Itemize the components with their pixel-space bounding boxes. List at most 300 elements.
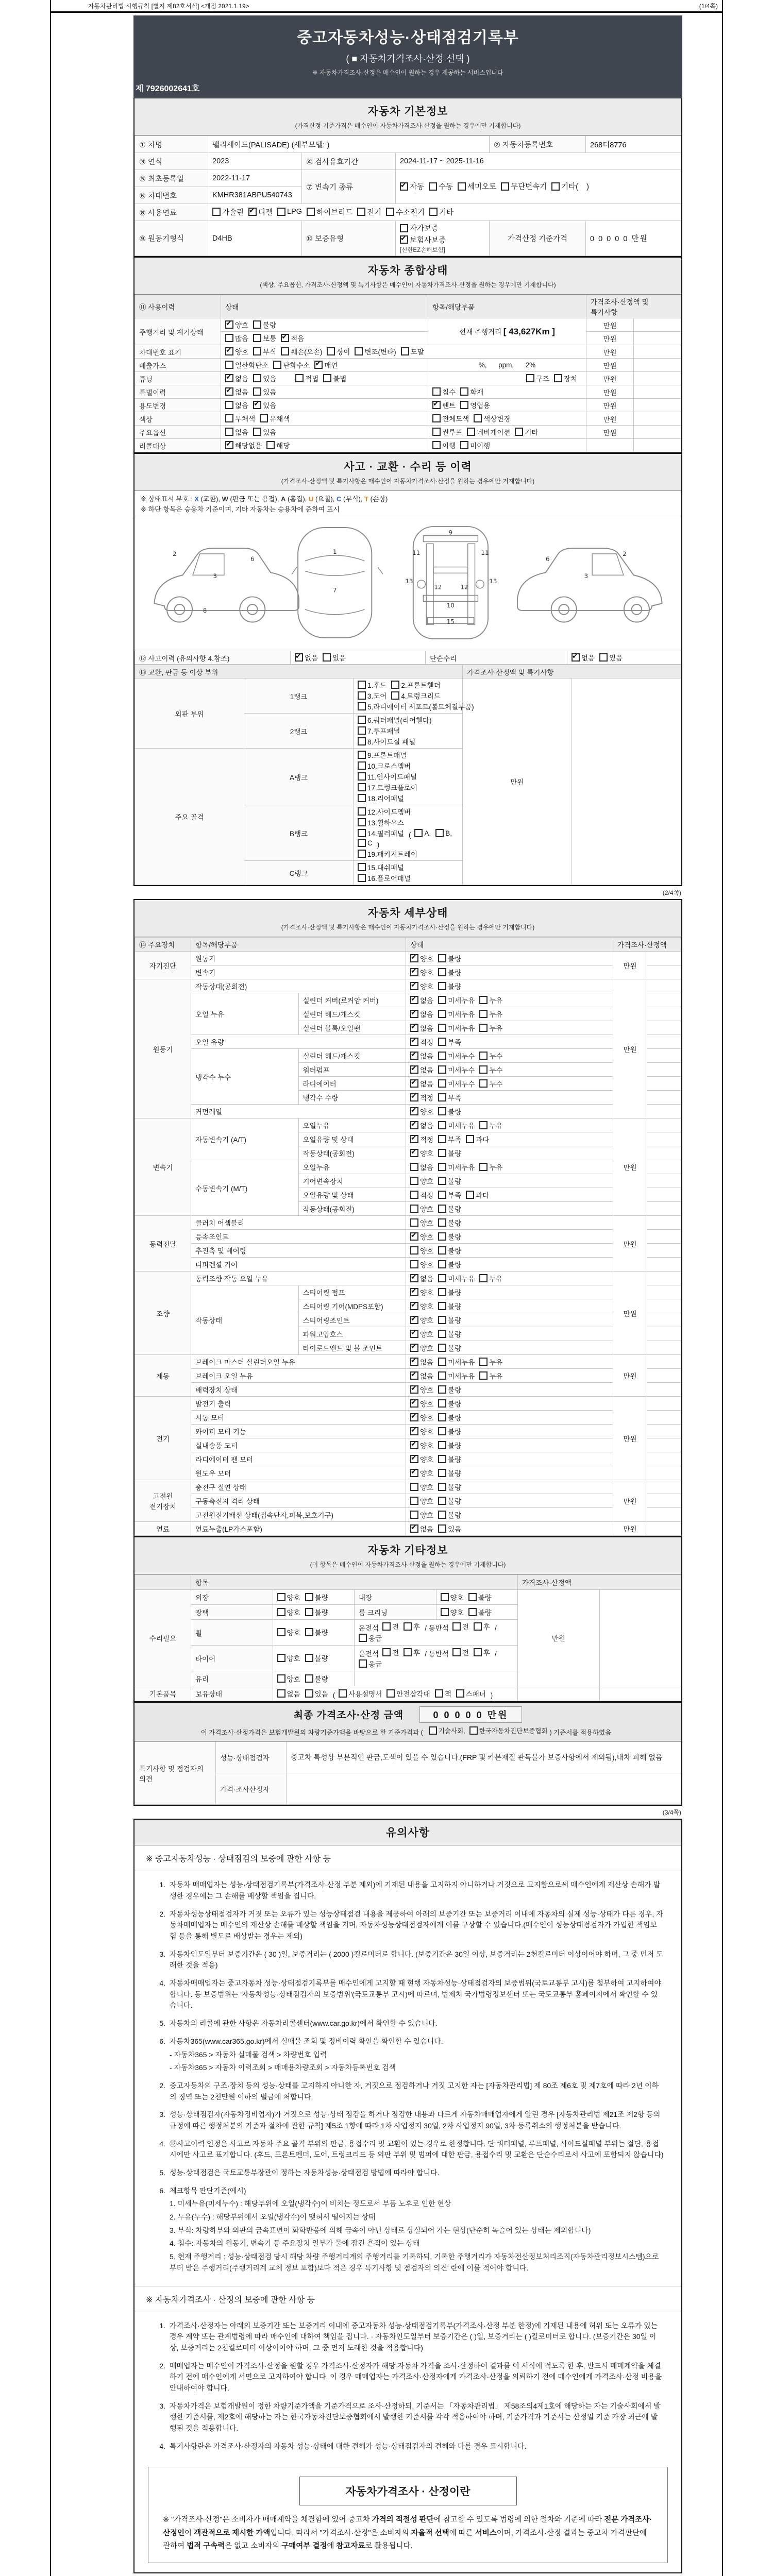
empty-box-icon[interactable]	[260, 414, 268, 422]
checkbox-양호[interactable]: 양호	[410, 1245, 433, 1256]
checkbox-있음[interactable]: 있음	[253, 373, 276, 383]
empty-box-icon[interactable]	[359, 1659, 367, 1668]
checkbox-양호[interactable]: ✔ 양호	[410, 1148, 433, 1158]
checkbox-누유[interactable]: 누유	[479, 1023, 502, 1033]
checked-box-icon[interactable]	[400, 235, 408, 244]
checkbox-없음[interactable]: ✔ 없음	[572, 652, 595, 663]
checkbox-있음[interactable]: ✔ 있음	[253, 400, 276, 410]
checkbox-없음[interactable]: ✔ 없음	[410, 1050, 433, 1061]
checkbox-미세누유[interactable]: 미세누유	[438, 1370, 475, 1381]
empty-box-icon[interactable]	[253, 334, 261, 342]
checked-box-icon[interactable]	[410, 1344, 418, 1352]
empty-box-icon[interactable]	[253, 347, 261, 355]
empty-box-icon[interactable]	[358, 737, 366, 745]
checkbox-불량[interactable]: 불량	[438, 1384, 461, 1395]
empty-box-icon[interactable]	[438, 1218, 446, 1227]
checkbox-없음[interactable]: 없음	[277, 1688, 300, 1699]
empty-box-icon[interactable]	[438, 1497, 446, 1505]
empty-box-icon[interactable]	[468, 1608, 477, 1616]
checkbox-없음[interactable]: ✔ 없음	[295, 652, 318, 663]
checkbox-18.리어패널[interactable]: 18.리어패널	[358, 793, 404, 803]
empty-box-icon[interactable]	[479, 1358, 488, 1366]
empty-box-icon[interactable]	[305, 1608, 313, 1616]
checkbox-부족[interactable]: 부족	[438, 1134, 461, 1144]
checkbox-양호[interactable]: 양호	[410, 1204, 433, 1214]
checkbox-무채색[interactable]: 무채색	[225, 413, 255, 423]
empty-box-icon[interactable]	[358, 850, 366, 858]
checkbox-부식[interactable]: 부식	[253, 346, 276, 357]
checkbox-색상변경[interactable]: 색상변경	[474, 413, 510, 423]
checkbox-미세누유[interactable]: 미세누유	[438, 1120, 475, 1130]
checkbox-수동[interactable]: 수동	[429, 181, 453, 192]
empty-box-icon[interactable]	[438, 1330, 446, 1338]
checkbox-양호[interactable]: 양호	[410, 1510, 433, 1520]
checkbox-적법[interactable]: 적법	[295, 373, 318, 383]
checkbox-있음[interactable]: 있음	[253, 386, 276, 397]
empty-box-icon[interactable]	[460, 387, 468, 396]
checkbox-양호[interactable]: 양호	[277, 1592, 300, 1602]
empty-box-icon[interactable]	[438, 1385, 446, 1394]
checkbox-불량[interactable]: 불량	[438, 1315, 461, 1325]
checkbox-4.트렁크리드[interactable]: 4.트렁크리드	[391, 690, 440, 701]
empty-box-icon[interactable]	[358, 794, 366, 802]
checked-box-icon[interactable]	[410, 1371, 418, 1380]
empty-box-icon[interactable]	[458, 182, 466, 191]
checkbox-미세누유[interactable]: 미세누유	[438, 1162, 475, 1172]
checkbox-1.후드[interactable]: 1.후드	[358, 680, 386, 690]
checkbox-불량[interactable]: 불량	[468, 1607, 492, 1617]
empty-box-icon[interactable]	[438, 1427, 446, 1435]
checkbox-누유[interactable]: 누유	[479, 1273, 502, 1283]
empty-box-icon[interactable]	[277, 1593, 285, 1601]
checked-box-icon[interactable]	[410, 1065, 418, 1074]
empty-box-icon[interactable]	[295, 374, 304, 382]
empty-box-icon[interactable]	[460, 441, 468, 449]
checkbox-전체도색[interactable]: 전체도색	[432, 413, 469, 423]
checkbox-썬루프[interactable]: 썬루프	[432, 427, 462, 437]
empty-box-icon[interactable]	[469, 1726, 478, 1735]
checked-box-icon[interactable]	[410, 1107, 418, 1115]
empty-box-icon[interactable]	[438, 1511, 446, 1519]
checkbox-양호[interactable]: ✔ 양호	[410, 1426, 433, 1436]
empty-box-icon[interactable]	[466, 1191, 474, 1199]
empty-box-icon[interactable]	[225, 334, 233, 342]
empty-box-icon[interactable]	[277, 1654, 285, 1662]
checked-box-icon[interactable]	[253, 401, 261, 409]
checkbox-8.사이드실 패널[interactable]: 8.사이드실 패널	[358, 736, 415, 747]
empty-box-icon[interactable]	[441, 1608, 449, 1616]
empty-box-icon[interactable]	[438, 1205, 446, 1213]
empty-box-icon[interactable]	[551, 182, 560, 191]
empty-box-icon[interactable]	[441, 1593, 449, 1601]
empty-box-icon[interactable]	[438, 1135, 446, 1143]
empty-box-icon[interactable]	[358, 807, 366, 816]
empty-box-icon[interactable]	[474, 1648, 482, 1656]
checkbox-상이[interactable]: 상이	[327, 346, 350, 357]
checkbox-불량[interactable]: 불량	[438, 1510, 461, 1520]
checkbox-누유[interactable]: 누유	[479, 1370, 502, 1381]
checkbox-보험사보증[interactable]: ✔ 보험사보증	[400, 234, 446, 245]
empty-box-icon[interactable]	[438, 1302, 446, 1310]
empty-box-icon[interactable]	[266, 441, 275, 449]
checkbox-미이행[interactable]: 미이행	[460, 440, 490, 450]
empty-box-icon[interactable]	[253, 320, 261, 329]
checkbox-부족[interactable]: 부족	[438, 1092, 461, 1103]
checkbox-미세누유[interactable]: 미세누유	[438, 995, 475, 1005]
checkbox-불량[interactable]: 불량	[438, 1454, 461, 1464]
empty-box-icon[interactable]	[401, 347, 409, 355]
checkbox-자동[interactable]: ✔ 자동	[400, 181, 424, 192]
empty-box-icon[interactable]	[358, 751, 366, 759]
checkbox-없음[interactable]: ✔ 없음	[410, 995, 433, 1005]
checkbox-19.패키지트레이[interactable]: 19.패키지트레이	[358, 849, 417, 859]
empty-box-icon[interactable]	[468, 1593, 477, 1601]
checked-box-icon[interactable]	[225, 374, 233, 382]
empty-box-icon[interactable]	[432, 441, 441, 449]
empty-box-icon[interactable]	[410, 1246, 418, 1255]
checkbox-양호[interactable]: ✔ 양호	[410, 1301, 433, 1311]
empty-box-icon[interactable]	[358, 783, 366, 791]
checkbox-불량[interactable]: 불량	[253, 319, 276, 330]
empty-box-icon[interactable]	[479, 1079, 488, 1088]
empty-box-icon[interactable]	[410, 1191, 418, 1199]
checkbox-전기[interactable]: 전기	[357, 207, 381, 217]
empty-box-icon[interactable]	[410, 1511, 418, 1519]
checkbox-양호[interactable]: 양호	[410, 1217, 433, 1228]
checkbox-15.대쉬패널[interactable]: 15.대쉬패널	[358, 862, 404, 872]
checkbox-없음[interactable]: ✔ 없음	[225, 386, 248, 397]
empty-box-icon[interactable]	[438, 996, 446, 1004]
empty-box-icon[interactable]	[438, 1288, 446, 1296]
checked-box-icon[interactable]	[410, 1316, 418, 1324]
checkbox-한국자동차진단보증협회[interactable]: 한국자동차진단보증협회	[469, 1726, 548, 1735]
empty-box-icon[interactable]	[410, 1218, 418, 1227]
checkbox-11.인사이드패널[interactable]: 11.인사이드패널	[358, 771, 417, 782]
empty-box-icon[interactable]	[323, 374, 331, 382]
empty-box-icon[interactable]	[305, 1593, 313, 1601]
checkbox-후[interactable]: 후	[404, 1647, 420, 1657]
checkbox-미세누유[interactable]: 미세누유	[438, 1009, 475, 1019]
checkbox-불량[interactable]: 불량	[438, 1440, 461, 1450]
checkbox-기타[interactable]: 기타	[429, 207, 453, 217]
checkbox-2.프론트휀더[interactable]: 2.프론트휀더	[391, 680, 440, 690]
empty-box-icon[interactable]	[339, 1689, 347, 1698]
checkbox-불량[interactable]: 불량	[438, 1204, 461, 1214]
checkbox-양호[interactable]: ✔ 양호	[410, 953, 433, 963]
empty-box-icon[interactable]	[460, 401, 468, 409]
checkbox-적음[interactable]: ✔ 적음	[281, 333, 304, 343]
checked-box-icon[interactable]	[410, 1079, 418, 1088]
checkbox-양호[interactable]: ✔ 양호	[410, 1329, 433, 1339]
checked-box-icon[interactable]	[410, 1093, 418, 1101]
empty-box-icon[interactable]	[438, 982, 446, 990]
checked-box-icon[interactable]	[225, 387, 233, 396]
checkbox-9.프론트패널[interactable]: 9.프론트패널	[358, 750, 407, 760]
checkbox-불법[interactable]: 불법	[323, 373, 346, 383]
checkbox-불량[interactable]: 불량	[438, 1106, 461, 1116]
empty-box-icon[interactable]	[358, 716, 366, 724]
empty-box-icon[interactable]	[358, 863, 366, 871]
checked-box-icon[interactable]	[410, 1121, 418, 1129]
empty-box-icon[interactable]	[438, 954, 446, 962]
empty-box-icon[interactable]	[400, 224, 408, 232]
checkbox-불량[interactable]: 불량	[438, 953, 461, 963]
empty-box-icon[interactable]	[479, 1010, 488, 1018]
checked-box-icon[interactable]	[410, 954, 418, 962]
checkbox-없음[interactable]: ✔ 없음	[410, 1370, 433, 1381]
checked-box-icon[interactable]	[410, 1413, 418, 1421]
checkbox-B,[interactable]: B,	[435, 829, 452, 837]
empty-box-icon[interactable]	[479, 1371, 488, 1380]
checkbox-가솔린[interactable]: 가솔린	[212, 207, 244, 217]
checkbox-없음[interactable]: ✔ 없음	[410, 1523, 433, 1534]
empty-box-icon[interactable]	[438, 1079, 446, 1088]
empty-box-icon[interactable]	[410, 1205, 418, 1213]
checkbox-후[interactable]: 후	[404, 1621, 420, 1632]
checkbox-불량[interactable]: 불량	[438, 1217, 461, 1228]
empty-box-icon[interactable]	[438, 1232, 446, 1241]
empty-box-icon[interactable]	[515, 428, 523, 436]
checkbox-누유[interactable]: 누유	[479, 1120, 502, 1130]
empty-box-icon[interactable]	[479, 1163, 488, 1171]
empty-box-icon[interactable]	[358, 839, 366, 847]
checkbox-불량[interactable]: 불량	[438, 1148, 461, 1158]
checkbox-세미오토[interactable]: 세미오토	[458, 181, 496, 192]
checkbox-불량[interactable]: 불량	[305, 1627, 328, 1637]
checkbox-불량[interactable]: 불량	[438, 1176, 461, 1186]
checkbox-응급[interactable]: 응급	[359, 1658, 382, 1669]
empty-box-icon[interactable]	[355, 347, 363, 355]
empty-box-icon[interactable]	[327, 347, 335, 355]
checkbox-없음[interactable]: 없음	[225, 400, 248, 410]
checkbox-양호[interactable]: 양호	[277, 1607, 300, 1617]
checked-box-icon[interactable]	[410, 1330, 418, 1338]
empty-box-icon[interactable]	[438, 1524, 446, 1533]
checkbox-이행[interactable]: 이행	[432, 440, 456, 450]
checkbox-미세누유[interactable]: 미세누유	[438, 1357, 475, 1367]
checkbox-기술사회,[interactable]: 기술사회,	[429, 1726, 465, 1735]
checkbox-양호[interactable]: ✔ 양호	[410, 1231, 433, 1242]
empty-box-icon[interactable]	[429, 1726, 437, 1735]
empty-box-icon[interactable]	[212, 208, 221, 216]
checked-box-icon[interactable]	[410, 1288, 418, 1296]
checked-box-icon[interactable]	[410, 1038, 418, 1046]
checked-box-icon[interactable]	[400, 182, 408, 191]
checkbox-양호[interactable]: ✔ 양호	[410, 1315, 433, 1325]
checkbox-없음[interactable]: ✔ 없음	[410, 1009, 433, 1019]
checkbox-사용설명서[interactable]: 사용설명서	[339, 1688, 382, 1699]
checkbox-6.쿼터패널(리어휀다)[interactable]: 6.쿼터패널(리어휀다)	[358, 715, 432, 725]
checked-box-icon[interactable]	[410, 1385, 418, 1394]
checkbox-해당없음[interactable]: ✔ 해당없음	[225, 440, 262, 450]
checkbox-A,[interactable]: A,	[414, 829, 431, 837]
empty-box-icon[interactable]	[438, 1093, 446, 1101]
checkbox-많음[interactable]: 많음	[225, 333, 248, 343]
checkbox-미세누유[interactable]: 미세누유	[438, 1273, 475, 1283]
empty-box-icon[interactable]	[305, 1654, 313, 1662]
empty-box-icon[interactable]	[358, 761, 366, 770]
checked-box-icon[interactable]	[410, 968, 418, 976]
checkbox-기타( )[interactable]: 기타( )	[551, 181, 589, 192]
empty-box-icon[interactable]	[438, 1024, 446, 1032]
empty-box-icon[interactable]	[438, 1107, 446, 1115]
empty-box-icon[interactable]	[432, 428, 441, 436]
checkbox-누유[interactable]: 누유	[479, 1357, 502, 1367]
empty-box-icon[interactable]	[358, 818, 366, 826]
checkbox-안전삼각대[interactable]: 안전삼각대	[386, 1688, 430, 1699]
checked-box-icon[interactable]	[410, 1427, 418, 1435]
checkbox-누유[interactable]: 누유	[479, 1009, 502, 1019]
empty-box-icon[interactable]	[358, 829, 366, 837]
checkbox-불량[interactable]: 불량	[438, 1468, 461, 1478]
empty-box-icon[interactable]	[438, 1191, 446, 1199]
empty-box-icon[interactable]	[358, 726, 366, 735]
checkbox-양호[interactable]: ✔ 양호	[410, 1454, 433, 1464]
empty-box-icon[interactable]	[438, 1246, 446, 1255]
empty-box-icon[interactable]	[358, 691, 366, 700]
checkbox-불량[interactable]: 불량	[438, 981, 461, 991]
checkbox-5.라디에이터 서포트(볼트체결부품)[interactable]: 5.라디에이터 서포트(볼트체결부품)	[358, 701, 474, 711]
checkbox-부족[interactable]: 부족	[438, 1190, 461, 1200]
checkbox-양호[interactable]: ✔ 양호	[410, 1398, 433, 1409]
checked-box-icon[interactable]	[410, 1135, 418, 1143]
checkbox-양호[interactable]: 양호	[410, 1496, 433, 1506]
checkbox-7.루프패널[interactable]: 7.루프패널	[358, 725, 400, 736]
checkbox-양호[interactable]: 양호	[410, 1176, 433, 1186]
checked-box-icon[interactable]	[410, 1441, 418, 1449]
checkbox-전[interactable]: 전	[382, 1647, 399, 1657]
checkbox-미세누수[interactable]: 미세누수	[438, 1050, 475, 1061]
checkbox-적정[interactable]: ✔ 적정	[410, 1134, 433, 1144]
checkbox-14.필러패널[interactable]: 14.필러패널	[358, 828, 404, 838]
checked-box-icon[interactable]	[225, 441, 233, 449]
empty-box-icon[interactable]	[438, 1163, 446, 1171]
checkbox-양호[interactable]: ✔ 양호	[410, 1287, 433, 1297]
checkbox-없음[interactable]: 없음	[410, 1162, 433, 1172]
checkbox-일산화탄소[interactable]: 일산화탄소	[225, 360, 268, 370]
checkbox-불량[interactable]: 불량	[438, 1245, 461, 1256]
empty-box-icon[interactable]	[438, 1260, 446, 1268]
empty-box-icon[interactable]	[438, 1274, 446, 1282]
checkbox-응급[interactable]: 응급	[359, 1633, 382, 1643]
empty-box-icon[interactable]	[438, 1149, 446, 1157]
checked-box-icon[interactable]	[295, 653, 303, 662]
empty-box-icon[interactable]	[358, 772, 366, 781]
checkbox-양호[interactable]: 양호	[277, 1627, 300, 1637]
empty-box-icon[interactable]	[479, 1065, 488, 1074]
checked-box-icon[interactable]	[314, 361, 323, 369]
empty-box-icon[interactable]	[438, 1316, 446, 1324]
empty-box-icon[interactable]	[438, 1469, 446, 1477]
checkbox-양호[interactable]: ✔ 양호	[410, 1468, 433, 1478]
empty-box-icon[interactable]	[386, 208, 394, 216]
checkbox-과다[interactable]: 과다	[466, 1134, 489, 1144]
checked-box-icon[interactable]	[225, 347, 233, 355]
checkbox-변조(변타)[interactable]: 변조(변타)	[355, 346, 396, 357]
checkbox-양호[interactable]: 양호	[410, 1259, 433, 1269]
empty-box-icon[interactable]	[323, 653, 331, 662]
checkbox-화재[interactable]: 화재	[460, 386, 483, 397]
empty-box-icon[interactable]	[410, 1497, 418, 1505]
checkbox-불량[interactable]: 불량	[305, 1673, 328, 1684]
checkbox-미세누수[interactable]: 미세누수	[438, 1078, 475, 1089]
checked-box-icon[interactable]	[410, 1358, 418, 1366]
checkbox-양호[interactable]: 양호	[410, 1482, 433, 1492]
checkbox-도말[interactable]: 도말	[401, 346, 424, 357]
empty-box-icon[interactable]	[554, 374, 562, 382]
checked-box-icon[interactable]	[410, 1232, 418, 1241]
checkbox-미세누유[interactable]: 미세누유	[438, 1023, 475, 1033]
checkbox-하이브리드[interactable]: 하이브리드	[307, 207, 352, 217]
checkbox-불량[interactable]: 불량	[438, 967, 461, 977]
checked-box-icon[interactable]	[432, 401, 441, 409]
checkbox-C[interactable]: C	[358, 839, 373, 847]
empty-box-icon[interactable]	[456, 1689, 464, 1698]
empty-box-icon[interactable]	[305, 1689, 313, 1698]
checkbox-양호[interactable]: 양호	[441, 1607, 464, 1617]
checkbox-양호[interactable]: ✔ 양호	[410, 981, 433, 991]
empty-box-icon[interactable]	[474, 414, 482, 422]
checked-box-icon[interactable]	[410, 1052, 418, 1060]
checked-box-icon[interactable]	[572, 653, 580, 662]
empty-box-icon[interactable]	[479, 1274, 488, 1282]
empty-box-icon[interactable]	[410, 1177, 418, 1185]
checkbox-불량[interactable]: 불량	[438, 1398, 461, 1409]
empty-box-icon[interactable]	[359, 1634, 367, 1642]
checkbox-불량[interactable]: 불량	[438, 1301, 461, 1311]
checkbox-불량[interactable]: 불량	[438, 1426, 461, 1436]
checkbox-있음[interactable]: 있음	[438, 1523, 461, 1534]
empty-box-icon[interactable]	[435, 1689, 443, 1698]
checkbox-없음[interactable]: ✔ 없음	[410, 1273, 433, 1283]
empty-box-icon[interactable]	[253, 428, 261, 436]
empty-box-icon[interactable]	[438, 1413, 446, 1421]
empty-box-icon[interactable]	[410, 1163, 418, 1171]
checkbox-없음[interactable]: ✔ 없음	[410, 1357, 433, 1367]
empty-box-icon[interactable]	[253, 387, 261, 396]
empty-box-icon[interactable]	[479, 1024, 488, 1032]
checkbox-불량[interactable]: 불량	[438, 1343, 461, 1353]
checkbox-10.크로스멤버[interactable]: 10.크로스멤버	[358, 760, 411, 771]
empty-box-icon[interactable]	[404, 1648, 412, 1656]
empty-box-icon[interactable]	[391, 691, 399, 700]
checkbox-불량[interactable]: 불량	[438, 1231, 461, 1242]
checkbox-과다[interactable]: 과다	[466, 1190, 489, 1200]
empty-box-icon[interactable]	[225, 361, 233, 369]
empty-box-icon[interactable]	[277, 1608, 285, 1616]
checked-box-icon[interactable]	[410, 1455, 418, 1463]
empty-box-icon[interactable]	[277, 1674, 285, 1683]
empty-box-icon[interactable]	[438, 1038, 446, 1046]
checkbox-후[interactable]: 후	[474, 1647, 490, 1657]
checked-box-icon[interactable]	[410, 996, 418, 1004]
checkbox-16.플로어패널[interactable]: 16.플로어패널	[358, 873, 411, 883]
empty-box-icon[interactable]	[438, 1399, 446, 1408]
checkbox-누유[interactable]: 누유	[479, 995, 502, 1005]
empty-box-icon[interactable]	[438, 1371, 446, 1380]
empty-box-icon[interactable]	[599, 653, 608, 662]
empty-box-icon[interactable]	[414, 829, 423, 837]
checkbox-자가보증[interactable]: 자가보증	[400, 223, 439, 233]
checkbox-보통[interactable]: 보통	[253, 333, 276, 343]
checkbox-기타[interactable]: 기타	[515, 427, 538, 437]
checkbox-유채색[interactable]: 유채색	[260, 413, 290, 423]
checkbox-해당[interactable]: 해당	[266, 440, 290, 450]
checkbox-없음[interactable]: ✔ 없음	[410, 1120, 433, 1130]
empty-box-icon[interactable]	[432, 387, 441, 396]
empty-box-icon[interactable]	[438, 1177, 446, 1185]
checkbox-12.사이드멤버[interactable]: 12.사이드멤버	[358, 806, 411, 817]
